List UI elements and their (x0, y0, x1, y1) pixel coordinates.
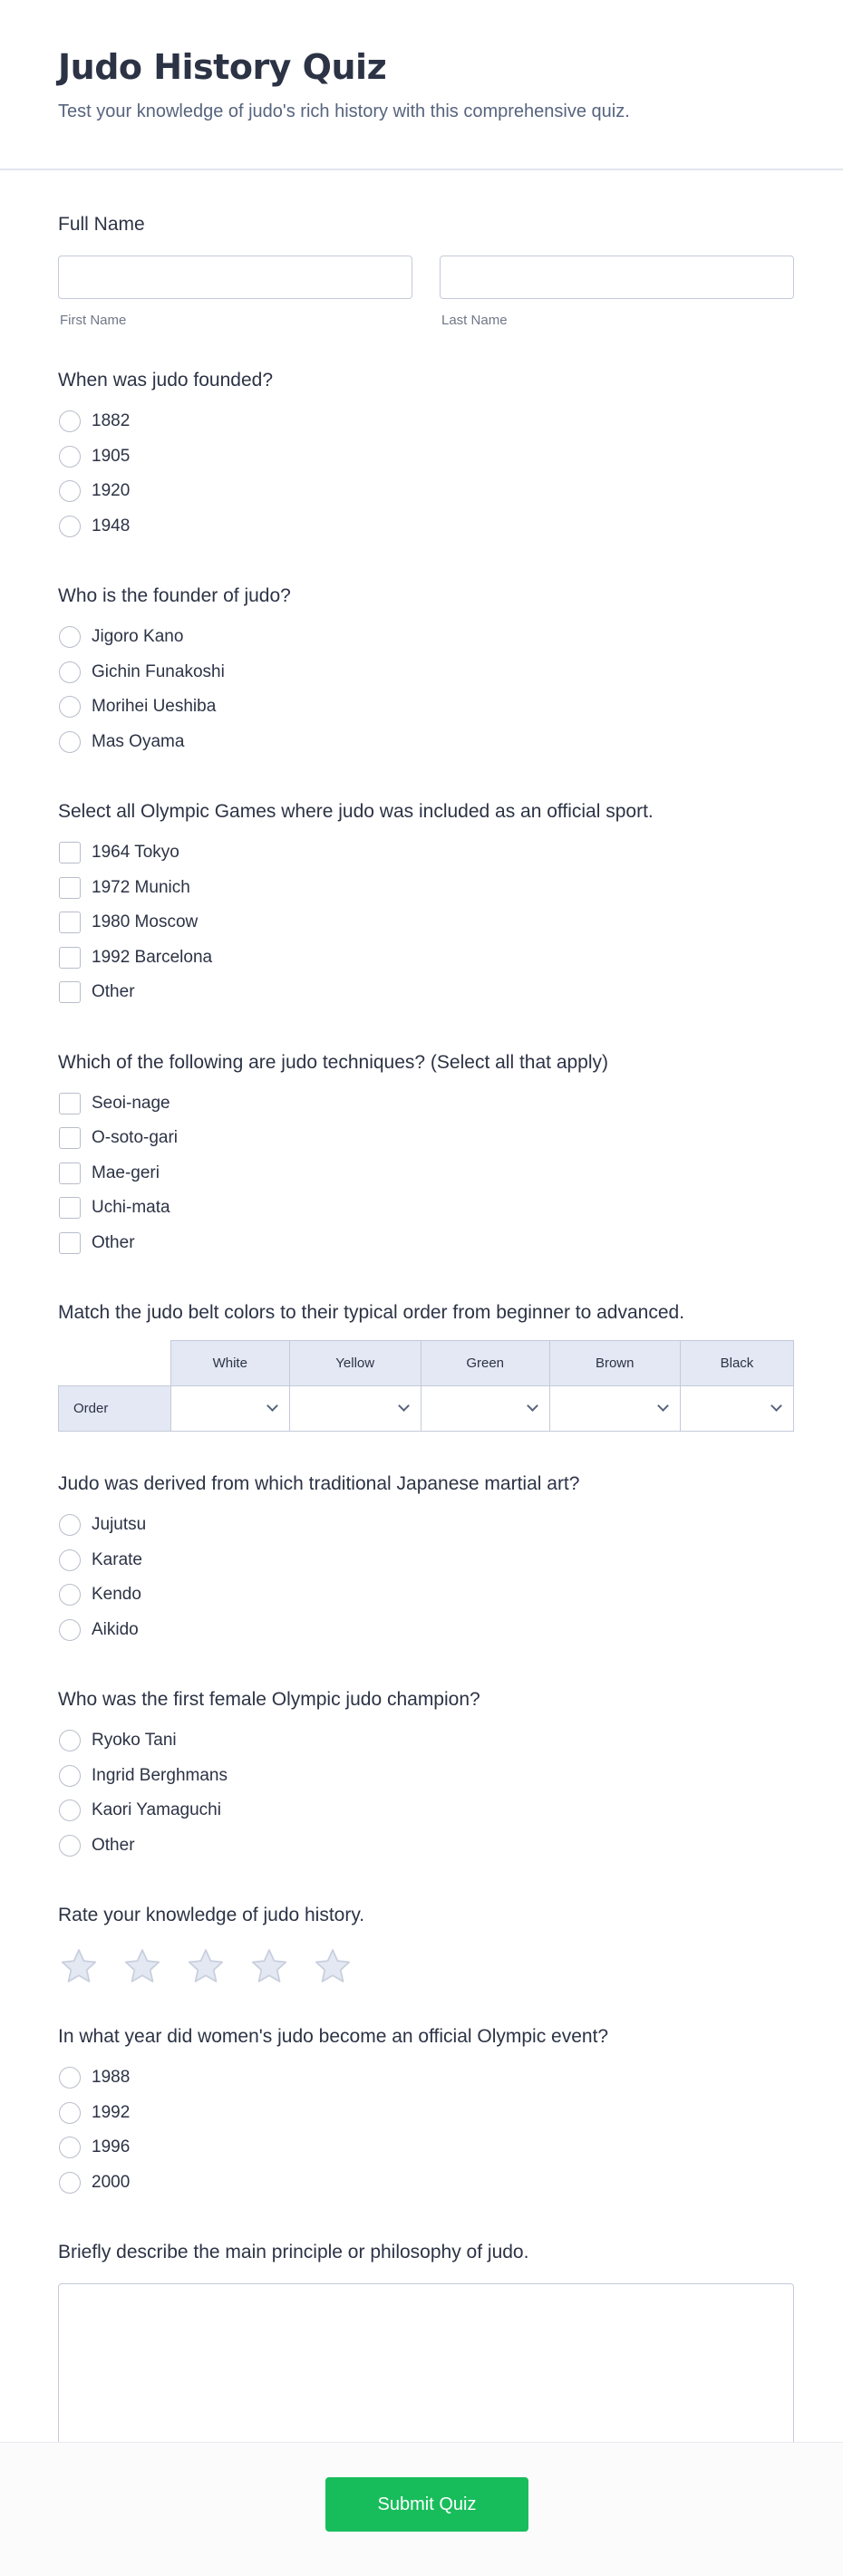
checkbox[interactable] (59, 1127, 81, 1149)
option-label: Uchi-mata (92, 1198, 170, 1218)
option-mae-geri[interactable] (58, 1156, 785, 1192)
question-label: Who is the founder of judo? (58, 585, 291, 606)
question-label: Select all Olympic Games where judo was included as an official sport. (58, 801, 654, 822)
radio-button[interactable] (59, 1835, 81, 1857)
radio-button[interactable] (59, 446, 81, 468)
option-label: Mas Oyama (92, 731, 185, 751)
column-header-brown: Brown (549, 1341, 680, 1386)
option-jigoro-kano[interactable] (58, 620, 785, 655)
checkbox[interactable] (59, 912, 81, 933)
option-1882[interactable] (58, 404, 785, 439)
option-1964-tokyo[interactable] (58, 835, 785, 871)
option-label: 1972 Munich (92, 877, 190, 897)
question-label: In what year did women's judo become an official Olympic event? (58, 2026, 609, 2047)
option-label: 1996 (92, 2137, 131, 2157)
question-label: Briefly describe the main principle or philosophy of judo. (58, 2242, 529, 2262)
option-other[interactable] (58, 975, 785, 1010)
radio-button[interactable] (59, 2067, 81, 2089)
option-label: Other (92, 982, 135, 1002)
checkbox[interactable] (59, 1163, 81, 1184)
star-icon[interactable] (60, 1948, 98, 1984)
checkbox[interactable] (59, 1232, 81, 1254)
philosophy-textarea[interactable] (58, 2283, 794, 2465)
star-rating (60, 1948, 785, 1984)
checkbox[interactable] (59, 981, 81, 1003)
option-jujutsu[interactable] (58, 1508, 785, 1543)
radio-button[interactable] (59, 2102, 81, 2124)
quiz-form (0, 170, 843, 2465)
option-seoi-nage[interactable] (58, 1086, 785, 1122)
full-name-label: Full Name (58, 214, 145, 235)
form-title: Judo History Quiz (58, 47, 387, 87)
option-karate[interactable] (58, 1543, 785, 1578)
radio-button[interactable] (59, 1799, 81, 1821)
radio-button[interactable] (59, 1584, 81, 1606)
option-aikido[interactable] (58, 1613, 785, 1648)
last-name-sublabel: Last Name (441, 313, 508, 328)
radio-button[interactable] (59, 661, 81, 683)
checkbox[interactable] (59, 947, 81, 969)
option-label: Seoi-nage (92, 1093, 170, 1113)
question-judo-founder (58, 585, 785, 759)
submit-quiz-button[interactable]: Submit Quiz (325, 2477, 528, 2532)
option-label: Kaori Yamaguchi (92, 1800, 221, 1820)
option-label: Jigoro Kano (92, 627, 184, 647)
question-label: Match the judo belt colors to their typical order from beginner to advanced. (58, 1302, 685, 1323)
form-subtitle: Test your knowledge of judo's rich history with this comprehensive quiz. (58, 101, 630, 121)
chevron-down-icon (770, 1400, 782, 1412)
last-name-input[interactable] (440, 256, 794, 299)
question-label: Which of the following are judo techniques? (Select all that apply) (58, 1051, 609, 1073)
option-label: 2000 (92, 2172, 131, 2192)
option-label: Jujutsu (92, 1515, 147, 1535)
option-2000[interactable] (58, 2166, 785, 2201)
option-other[interactable] (58, 1828, 785, 1864)
option-mas-oyama[interactable] (58, 725, 785, 760)
option-1988[interactable] (58, 2060, 785, 2096)
option-ingrid-berghmans[interactable] (58, 1759, 785, 1794)
dropdown-green[interactable] (421, 1386, 549, 1432)
option-label: 1980 Moscow (92, 912, 199, 932)
radio-button[interactable] (59, 1765, 81, 1787)
star-icon[interactable] (314, 1948, 352, 1984)
question-label: Judo was derived from which traditional Japanese martial art? (58, 1473, 580, 1494)
checkbox[interactable] (59, 1093, 81, 1114)
option-label: 1905 (92, 446, 131, 466)
radio-button[interactable] (59, 1514, 81, 1536)
checkbox[interactable] (59, 877, 81, 899)
option-label: Karate (92, 1549, 142, 1569)
option-label: Gichin Funakoshi (92, 661, 225, 681)
row-header-order: Order (59, 1386, 171, 1432)
chevron-down-icon (657, 1400, 669, 1412)
option-label: 1882 (92, 411, 131, 431)
first-name-sublabel: First Name (60, 313, 127, 328)
dropdown-black[interactable] (680, 1386, 793, 1432)
option-label: 1948 (92, 516, 131, 535)
question-knowledge-rating (58, 1905, 785, 1984)
question-label: Rate your knowledge of judo history. (58, 1905, 365, 1925)
option-label: O-soto-gari (92, 1128, 179, 1148)
radio-button[interactable] (59, 731, 81, 753)
star-icon[interactable] (123, 1948, 161, 1984)
dropdown-yellow[interactable] (289, 1386, 421, 1432)
option-1920[interactable] (58, 474, 785, 509)
question-judo-techniques (58, 1052, 785, 1261)
option-label: 1988 (92, 2068, 131, 2088)
full-name-field (58, 170, 785, 328)
option-label: Ingrid Berghmans (92, 1765, 228, 1785)
option-other[interactable] (58, 1226, 785, 1261)
option-1980-moscow[interactable] (58, 905, 785, 941)
option-label: 1920 (92, 481, 131, 501)
option-label: Ryoko Tani (92, 1731, 177, 1751)
option-label: Other (92, 1232, 135, 1252)
form-header (0, 0, 843, 170)
option-uchi-mata[interactable] (58, 1191, 785, 1226)
option-o-soto-gari[interactable] (58, 1121, 785, 1156)
radio-button[interactable] (59, 410, 81, 432)
chevron-down-icon (266, 1400, 278, 1412)
question-first-female-champion (58, 1689, 785, 1863)
question-label: When was judo founded? (58, 370, 273, 391)
chevron-down-icon (527, 1400, 538, 1412)
checkbox[interactable] (59, 1197, 81, 1219)
question-womens-judo-year (58, 2026, 785, 2200)
question-judo-philosophy (58, 2242, 785, 2465)
column-header-black: Black (680, 1341, 793, 1386)
option-label: Aikido (92, 1619, 139, 1639)
question-judo-founded (58, 370, 785, 544)
star-icon[interactable] (250, 1948, 288, 1984)
option-label: Morihei Ueshiba (92, 697, 217, 717)
question-belt-order-matrix (58, 1302, 785, 1432)
option-1992[interactable] (58, 2096, 785, 2131)
first-name-input[interactable] (58, 256, 412, 299)
option-morihei-ueshiba[interactable] (58, 690, 785, 725)
radio-button[interactable] (59, 2172, 81, 2194)
radio-button[interactable] (59, 1549, 81, 1571)
option-1948[interactable] (58, 509, 785, 545)
option-1996[interactable] (58, 2130, 785, 2166)
dropdown-white[interactable] (171, 1386, 290, 1432)
radio-button[interactable] (59, 1619, 81, 1641)
belt-order-table (58, 1340, 794, 1432)
column-header-green: Green (421, 1341, 549, 1386)
option-label: Mae-geri (92, 1163, 160, 1182)
option-gichin-funakoshi[interactable] (58, 655, 785, 690)
question-olympic-games (58, 801, 785, 1010)
radio-button[interactable] (59, 480, 81, 502)
question-martial-art-origin (58, 1473, 785, 1647)
option-1992-barcelona[interactable] (58, 941, 785, 976)
option-ryoko-tani[interactable] (58, 1723, 785, 1759)
checkbox[interactable] (59, 842, 81, 863)
radio-button[interactable] (59, 696, 81, 718)
radio-button[interactable] (59, 2137, 81, 2158)
option-label: Kendo (92, 1585, 141, 1605)
option-label: 1992 (92, 2102, 131, 2122)
radio-button[interactable] (59, 516, 81, 537)
question-label: Who was the first female Olympic judo champion? (58, 1689, 480, 1710)
option-kaori-yamaguchi[interactable] (58, 1793, 785, 1828)
chevron-down-icon (398, 1400, 410, 1412)
option-1972-munich[interactable] (58, 871, 785, 906)
option-1905[interactable] (58, 439, 785, 475)
radio-button[interactable] (59, 626, 81, 648)
option-kendo[interactable] (58, 1577, 785, 1613)
column-header-yellow: Yellow (289, 1341, 421, 1386)
star-icon[interactable] (187, 1948, 225, 1984)
option-label: Other (92, 1835, 135, 1855)
radio-button[interactable] (59, 1730, 81, 1751)
dropdown-brown[interactable] (549, 1386, 680, 1432)
form-footer (0, 2442, 843, 2576)
option-label: 1964 Tokyo (92, 843, 179, 863)
column-header-white: White (171, 1341, 290, 1386)
option-label: 1992 Barcelona (92, 947, 213, 967)
